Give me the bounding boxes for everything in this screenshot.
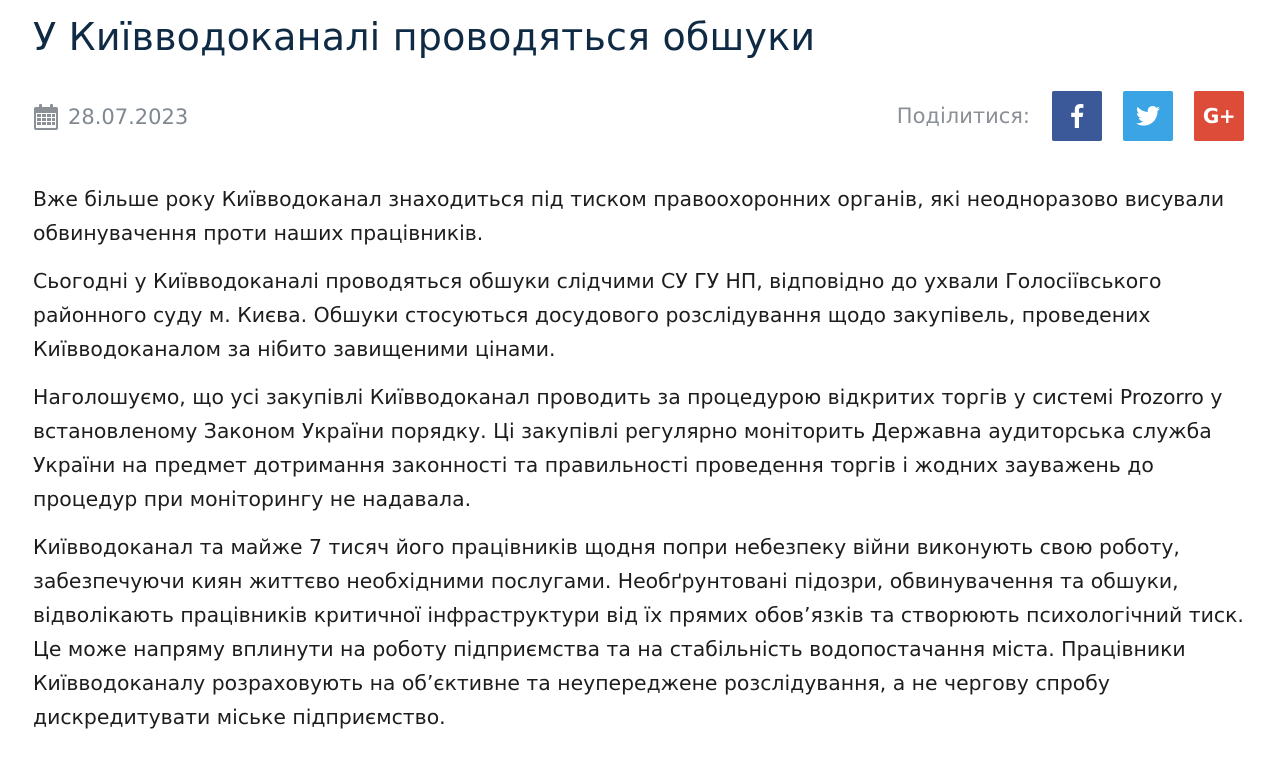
google-plus-share-button[interactable] <box>1194 91 1244 141</box>
paragraph: Вже більше року Київводоканал знаходиться під тиском правоохоронних органів, які неодноразово висували обвинувачення проти наших працівників. <box>33 187 1225 245</box>
paragraph: Київводоканал та майже 7 тисяч його працівників щодня попри небезпеку війни виконують свою роботу, забезпечуючи киян життєво необхідними послугами. Необґрунтовані підозри, обвинувачення та обшуки, відволікають працівників критичної інфраструктури від їх прямих обов’язків та створюють психологічний тиск. Це може напряму вплинути на роботу підприємства та на стабільність водопостачання міста. Працівники Київводоканалу розраховують на об’єктивне та неупереджене розслідування, а не чергову спробу дискредитувати міське підприємство. <box>33 535 1244 729</box>
article-meta <box>33 103 1257 163</box>
article-body <box>33 182 1257 734</box>
twitter-share-button[interactable] <box>1123 91 1173 141</box>
facebook-icon <box>1070 104 1084 128</box>
article <box>33 0 1257 748</box>
share-bar <box>897 91 1244 141</box>
page-title: У Київводоканалі проводяться обшуки <box>33 15 816 59</box>
share-label: Поділитися: <box>896 104 1030 128</box>
publish-date <box>33 103 188 131</box>
paragraph: Сьогодні у Київводоканалі проводяться обшуки слідчими СУ ГУ НП, відповідно до ухвали Голосіївського районного суду м. Києва. Обшуки стосуються досудового розслідування щодо закупівель, проведених Київводоканалом за нібито завищеними цінами. <box>33 269 1162 361</box>
calendar-icon <box>33 103 59 131</box>
paragraph: Наголошуємо, що усі закупівлі Київводоканал проводить за процедурою відкритих торгів у системі Prozorro у встановленому Законом України порядку. Ці закупівлі регулярно моніторить Державна аудиторська служба України на предмет дотримання законності та правильності проведення торгів і жодних зауважень до процедур при моніторингу не надавала. <box>33 385 1223 511</box>
google-plus-icon: G+ <box>1202 104 1236 128</box>
twitter-icon <box>1136 106 1160 126</box>
date-text: 28.07.2023 <box>68 105 189 129</box>
facebook-share-button[interactable] <box>1052 91 1102 141</box>
